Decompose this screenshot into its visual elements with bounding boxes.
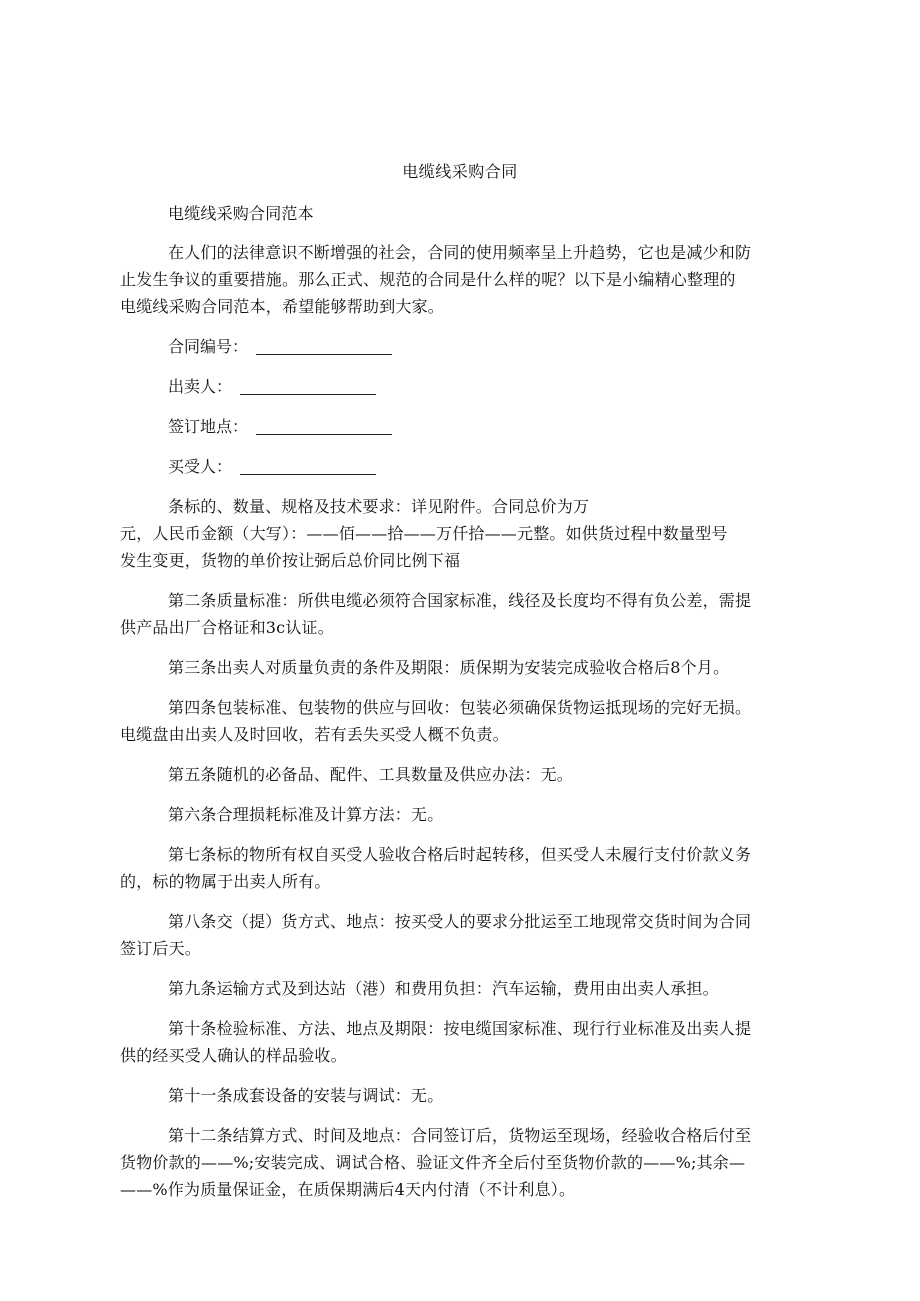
seller-field (120, 373, 790, 400)
clause-7 (120, 841, 790, 895)
text-line: 第十一条成套设备的安装与调试：无。 (168, 1086, 444, 1105)
text-line: 发生变更，货物的单价按让弼后总价同比例下福 (120, 551, 461, 570)
intro-paragraph (120, 239, 790, 320)
contract-number-blank (256, 336, 392, 355)
clause-6 (120, 801, 790, 828)
text-line: 第三条出卖人对质量负责的条件及期限：质保期为安装完成验收合格后8个月。 (168, 658, 730, 677)
signing-place-blank (256, 416, 392, 435)
text-line: 供的经买受人确认的样品验收。 (120, 1046, 347, 1065)
clause-2 (120, 587, 790, 641)
text-line: 第七条标的物所有权自买受人验收合格后时起转移，但买受人未履行支付价款义务 (168, 845, 752, 864)
field-label: 签订地点： (168, 417, 249, 436)
text-line: ——%作为质量保证金，在质保期满后4天内付清（不计利息）。 (120, 1180, 576, 1199)
clause-5 (120, 761, 790, 788)
text-line: 元，人民币金额（大写）：——佰——拾——万仟拾——元整。如供货过程中数量型号 (120, 524, 728, 543)
text-line: 电缆线采购合同范本，希望能够帮助到大家。 (120, 297, 445, 316)
text-line: 第六条合理损耗标准及计算方法：无。 (168, 805, 444, 824)
clause-12 (120, 1122, 790, 1203)
document-title: 电缆线采购合同 (402, 162, 518, 181)
text-line: 供产品出厂合格证和3c认证。 (120, 618, 334, 637)
clause-11 (120, 1082, 790, 1109)
field-label: 买受人： (168, 457, 233, 476)
text-line: 第二条质量标准：所供电缆必须符合国家标准，线径及长度均不得有负公差，需提 (168, 591, 752, 610)
seller-blank (240, 376, 376, 395)
field-label: 出卖人： (168, 377, 233, 396)
text-line: 的，标的物属于出卖人所有。 (120, 872, 331, 891)
text-line: 在人们的法律意识不断增强的社会，合同的使用频率呈上升趋势，它也是减少和防 (168, 243, 752, 262)
buyer-field (120, 453, 790, 480)
contract-number-field (120, 333, 790, 360)
document-body (120, 200, 790, 1216)
text-line: 第四条包装标准、包装物的供应与回收：包装必须确保货物运抵现场的完好无损。 (168, 698, 752, 717)
field-label: 合同编号： (168, 337, 249, 356)
buyer-blank (240, 456, 376, 475)
document-subtitle: 电缆线采购合同范本 (168, 204, 314, 223)
text-line: 第五条随机的必备品、配件、工具数量及供应办法：无。 (168, 765, 574, 784)
clause-4 (120, 694, 790, 748)
text-line: 签订后天。 (120, 939, 202, 958)
text-line: 条标的、数量、规格及技术要求：详见附件。合同总价为万 (168, 497, 590, 516)
clause-1 (120, 493, 790, 574)
signing-place-field (120, 413, 790, 440)
text-line: 第十条检验标准、方法、地点及期限：按电缆国家标准、现行行业标准及出卖人提 (168, 1019, 752, 1038)
clause-10 (120, 1015, 790, 1069)
text-line: 止发生争议的重要措施。那么正式、规范的合同是什么样的呢？以下是小编精心整理的 (120, 270, 736, 289)
clause-9 (120, 975, 790, 1002)
clause-8 (120, 908, 790, 962)
clause-3 (120, 654, 790, 681)
text-line: 第八条交（提）货方式、地点：按买受人的要求分批运至工地现常交货时间为合同 (168, 912, 752, 931)
text-line: 货物价款的——%;安装完成、调试合格、验证文件齐全后付至货物价款的——%;其余— (120, 1153, 746, 1172)
text-line: 第九条运输方式及到达站（港）和费用负担：汽车运输，费用由出卖人承担。 (168, 979, 719, 998)
text-line: 电缆盘由出卖人及时回收，若有丢失买受人概不负责。 (120, 725, 509, 744)
text-line: 第十二条结算方式、时间及地点：合同签订后，货物运至现场，经验收合格后付至 (168, 1126, 752, 1145)
